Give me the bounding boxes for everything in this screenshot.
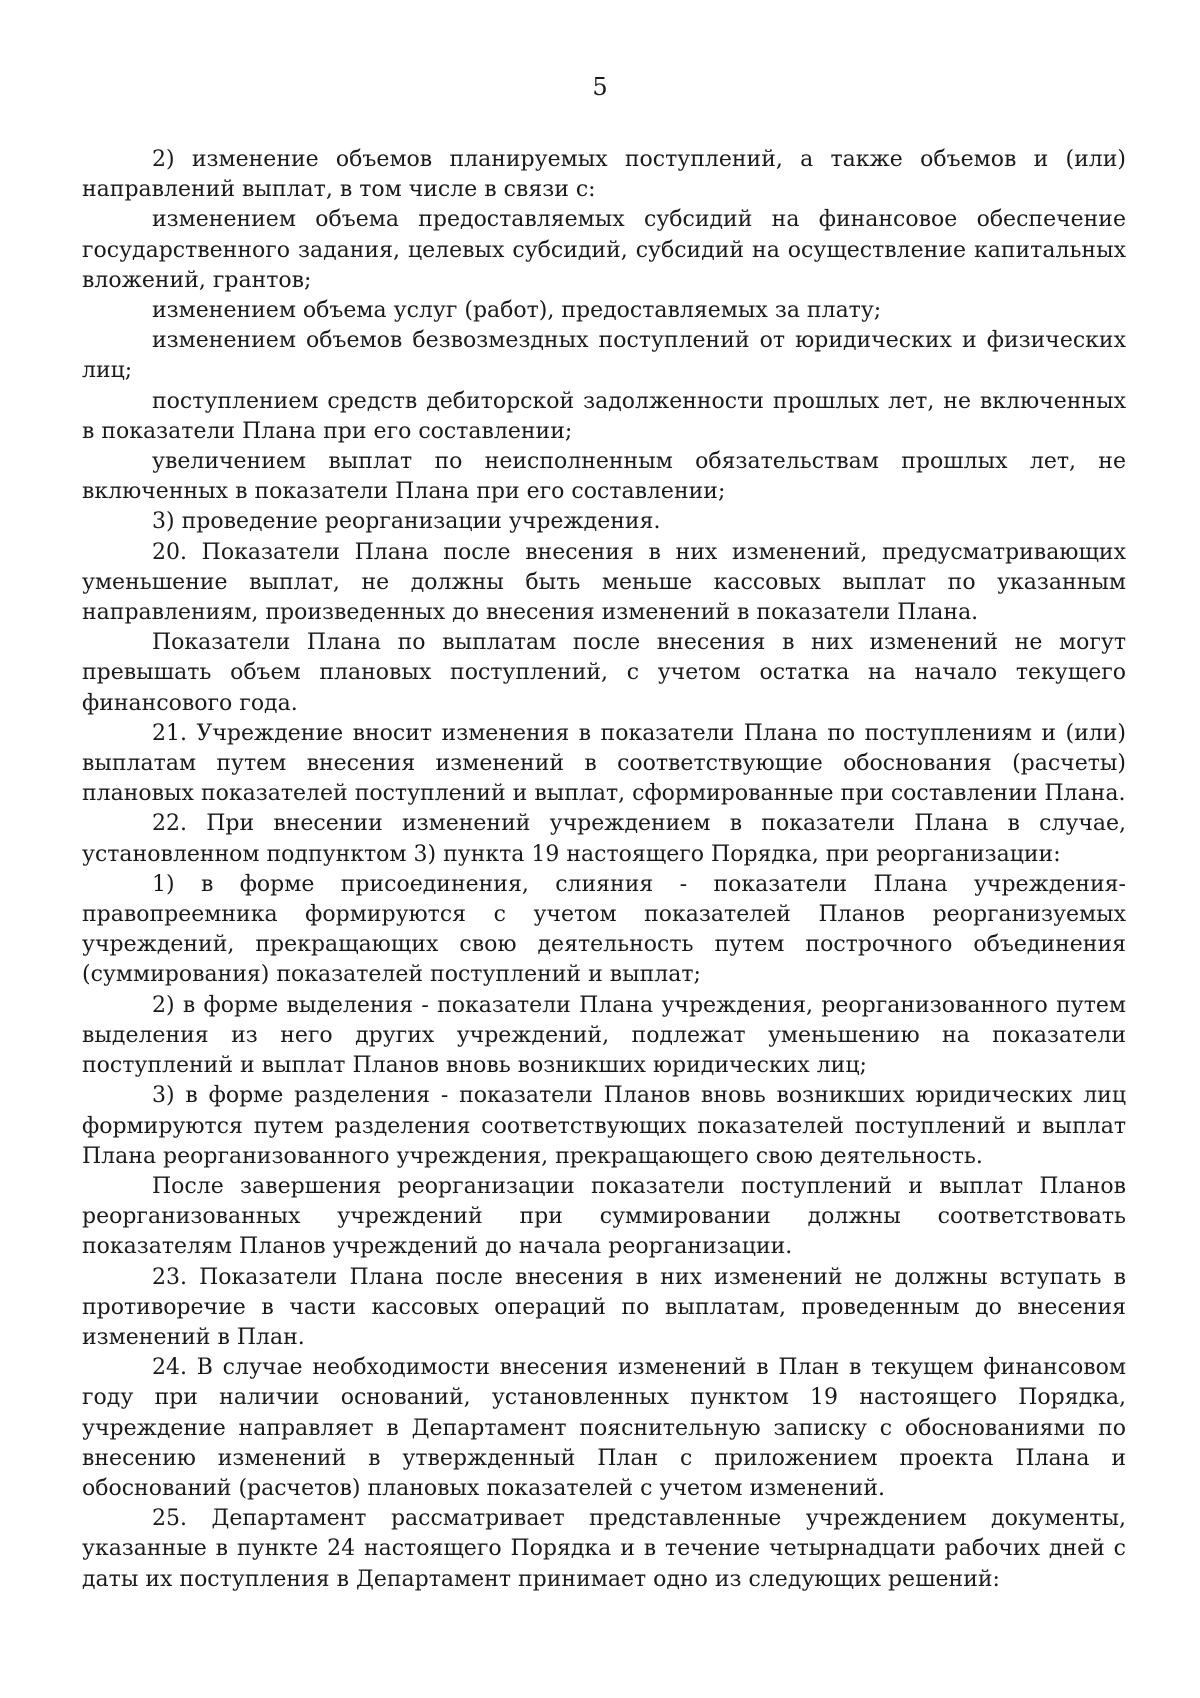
paragraph: 3) проведение реорганизации учреждения. [152,509,661,535]
paragraph: 1) в форме присоединения, слияния - показатели Плана учреждения-правопреемника формируются с учетом показателей Планов реорганизуемых учреждений, прекращающих свою деятельность путем построчного объединения (суммирования) показателей поступлений и выплат; [82,871,1126,988]
paragraph: увеличением выплат по неисполненным обязательствам прошлых лет, не включенных в показатели Плана при его составлении; [82,449,1126,505]
paragraph: После завершения реорганизации показатели поступлений и выплат Планов реорганизованных учреждений при суммировании должны соответствовать показателям Планов учреждений до начала реорганизации. [82,1173,1126,1260]
paragraph: 24. В случае необходимости внесения изменений в План в текущем финансовом году при наличии оснований, установленных пунктом 19 настоящего Порядка, учреждение направляет в Департамент пояснительную записку с обоснованиями по внесению изменений в утвержденный План с приложением проекта Плана и обоснований (расчетов) плановых показателей с учетом изменений. [82,1355,1126,1501]
paragraph: изменением объемов безвозмездных поступлений от юридических и физических лиц; [82,328,1126,384]
paragraph: изменением объема предоставляемых субсидий на финансовое обеспечение государственного задания, целевых субсидий, субсидий на осуществление капитальных вложений, грантов; [82,207,1126,293]
paragraph: 22. При внесении изменений учреждением в показатели Плана в случае, установленном подпунктом 3) пункта 19 настоящего Порядка, при реорганизации: [82,811,1126,867]
paragraph: 2) изменение объемов планируемых поступлений, а также объемов и (или) направлений выплат, в том числе в связи с: [82,147,1126,203]
document-body [82,145,1126,1595]
paragraph: 23. Показатели Плана после внесения в них изменений не должны вступать в противоречие в части кассовых операций по выплатам, проведенным до внесения изменений в План. [82,1264,1126,1350]
paragraph: 21. Учреждение вносит изменения в показатели Плана по поступлениям и (или) выплатам путем внесения изменений в соответствующие обоснования (расчеты) плановых показателей поступлений и выплат, сформированные при составлении Плана. [82,720,1126,807]
page-number: 5 [592,73,608,101]
paragraph: изменением объема услуг (работ), предоставляемых за плату; [152,298,882,324]
paragraph: Показатели Плана по выплатам после внесения в них изменений не могут превышать объем плановых поступлений, с учетом остатка на начало текущего финансового года. [82,630,1126,716]
paragraph: 20. Показатели Плана после внесения в них изменений, предусматривающих уменьшение выплат, не должны быть меньше кассовых выплат по указанным направлениям, произведенных до внесения изменений в показатели Плана. [82,539,1126,626]
paragraph: 2) в форме выделения - показатели Плана учреждения, реорганизованного путем выделения из него других учреждений, подлежат уменьшению на показатели поступлений и выплат Планов вновь возникших юридических лиц; [82,992,1126,1079]
paragraph: 3) в форме разделения - показатели Планов вновь возникших юридических лиц формируются путем разделения соответствующих показателей поступлений и выплат Плана реорганизованного учреждения, прекращающего свою деятельность. [82,1083,1126,1169]
paragraph: поступлением средств дебиторской задолженности прошлых лет, не включенных в показатели Плана при его составлении; [82,388,1126,444]
paragraph: 25. Департамент рассматривает представленные учреждением документы, указанные в пункте 24 настоящего Порядка и в течение четырнадцати рабочих дней с даты их поступления в Департамент принимает одно из следующих решений: [82,1506,1126,1592]
